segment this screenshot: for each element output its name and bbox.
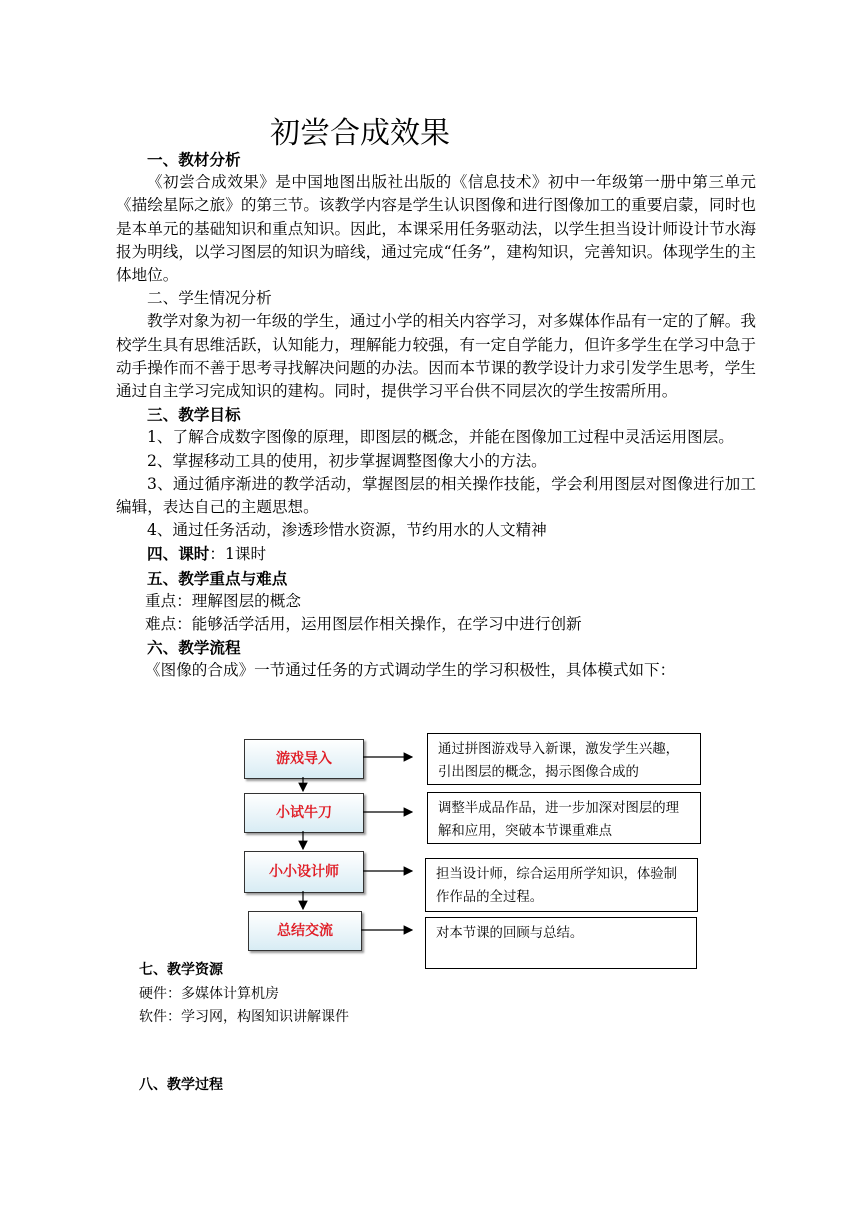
section-heading: 八、教学过程 xyxy=(139,1077,223,1093)
software-line: 软件：学习网，构图知识讲解课件 xyxy=(139,1009,349,1025)
flow-desc-1: 通过拼图游戏导入新课，激发学生兴趣，引出图层的概念，揭示图像合成的 xyxy=(427,733,701,785)
difficult-point: 难点：能够活学活用，运用图层作相关操作，在学习中进行创新 xyxy=(145,615,582,634)
section-heading: 四、课时 xyxy=(147,544,210,564)
section-heading: 三、教学目标 xyxy=(147,405,241,425)
section-heading: 一、教材分析 xyxy=(147,150,241,169)
flow-desc-4: 对本节课的回顾与总结。 xyxy=(425,917,697,969)
flow-desc-3: 担当设计师，综合运用所学知识，体验制作作品的全过程。 xyxy=(425,858,698,912)
paragraph: 教学对象为初一年级的学生，通过小学的相关内容学习，对多媒体作品有一定的了解。我校学生具有思维活跃，认知能力，理解能力较强，有一定自学能力，但许多学生在学习中急于动手操作而不善于思考寻找解决问题的办法。因而本节课的教学设计力求引发学生思考，学生通过自主学习完成知识的建构。同时，提供学习平台供不同层次的学生按需所用。 xyxy=(116,312,756,401)
flow-desc-2: 调整半成品作品，进一步加深对图层的理解和应用，突破本节课重难点 xyxy=(427,792,701,844)
section-heading: 七、教学资源 xyxy=(139,962,223,978)
class-hours xyxy=(116,542,756,566)
class-hours-value: ：1课时 xyxy=(209,545,267,564)
key-point: 重点：理解图层的概念 xyxy=(145,591,301,610)
page-title: 初尝合成效果 xyxy=(270,116,450,151)
section-heading: 六、教学流程 xyxy=(147,638,241,658)
paragraph: 《初尝合成效果》是中国地图出版社出版的《信息技术》初中一年级第一册中第三单元《描绘星际之旅》的第三节。该教学内容是学生认识图像和进行图像加工的重要启蒙，同时也是本单元的基础知识和重点知识。因此，本课采用任务驱动法，以学生担当设计师设计节水海报为明线，以学习图层的知识为暗线，通过完成“任务”，建构知识，完善知识。体现学生的主体地位。 xyxy=(116,173,756,285)
hardware-line: 硬件：多媒体计算机房 xyxy=(139,986,279,1002)
list-item: 4、通过任务活动，渗透珍惜水资源，节约用水的人文精神 xyxy=(147,521,547,540)
section-heading: 五、教学重点与难点 xyxy=(147,568,288,588)
flow-step-3: 小小设计师 xyxy=(244,851,364,893)
list-item: 1、了解合成数字图像的原理，即图层的概念，并能在图像加工过程中灵活运用图层。 xyxy=(147,428,734,447)
flow-step-2: 小试牛刀 xyxy=(244,793,364,833)
paragraph: 《图像的合成》一节通过任务的方式调动学生的学习积极性，具体模式如下： xyxy=(145,661,676,680)
document-body xyxy=(116,148,756,683)
section-heading: 二、学生情况分析 xyxy=(147,289,272,308)
flow-step-4: 总结交流 xyxy=(248,911,362,951)
list-item: 3、通过循序渐进的教学活动，掌握图层的相关操作技能，学会利用图层对图像进行加工编辑，表达自己的主题思想。 xyxy=(116,474,756,517)
flow-step-1: 游戏导入 xyxy=(244,739,364,779)
list-item: 2、掌握移动工具的使用，初步掌握调整图像大小的方法。 xyxy=(147,451,547,470)
